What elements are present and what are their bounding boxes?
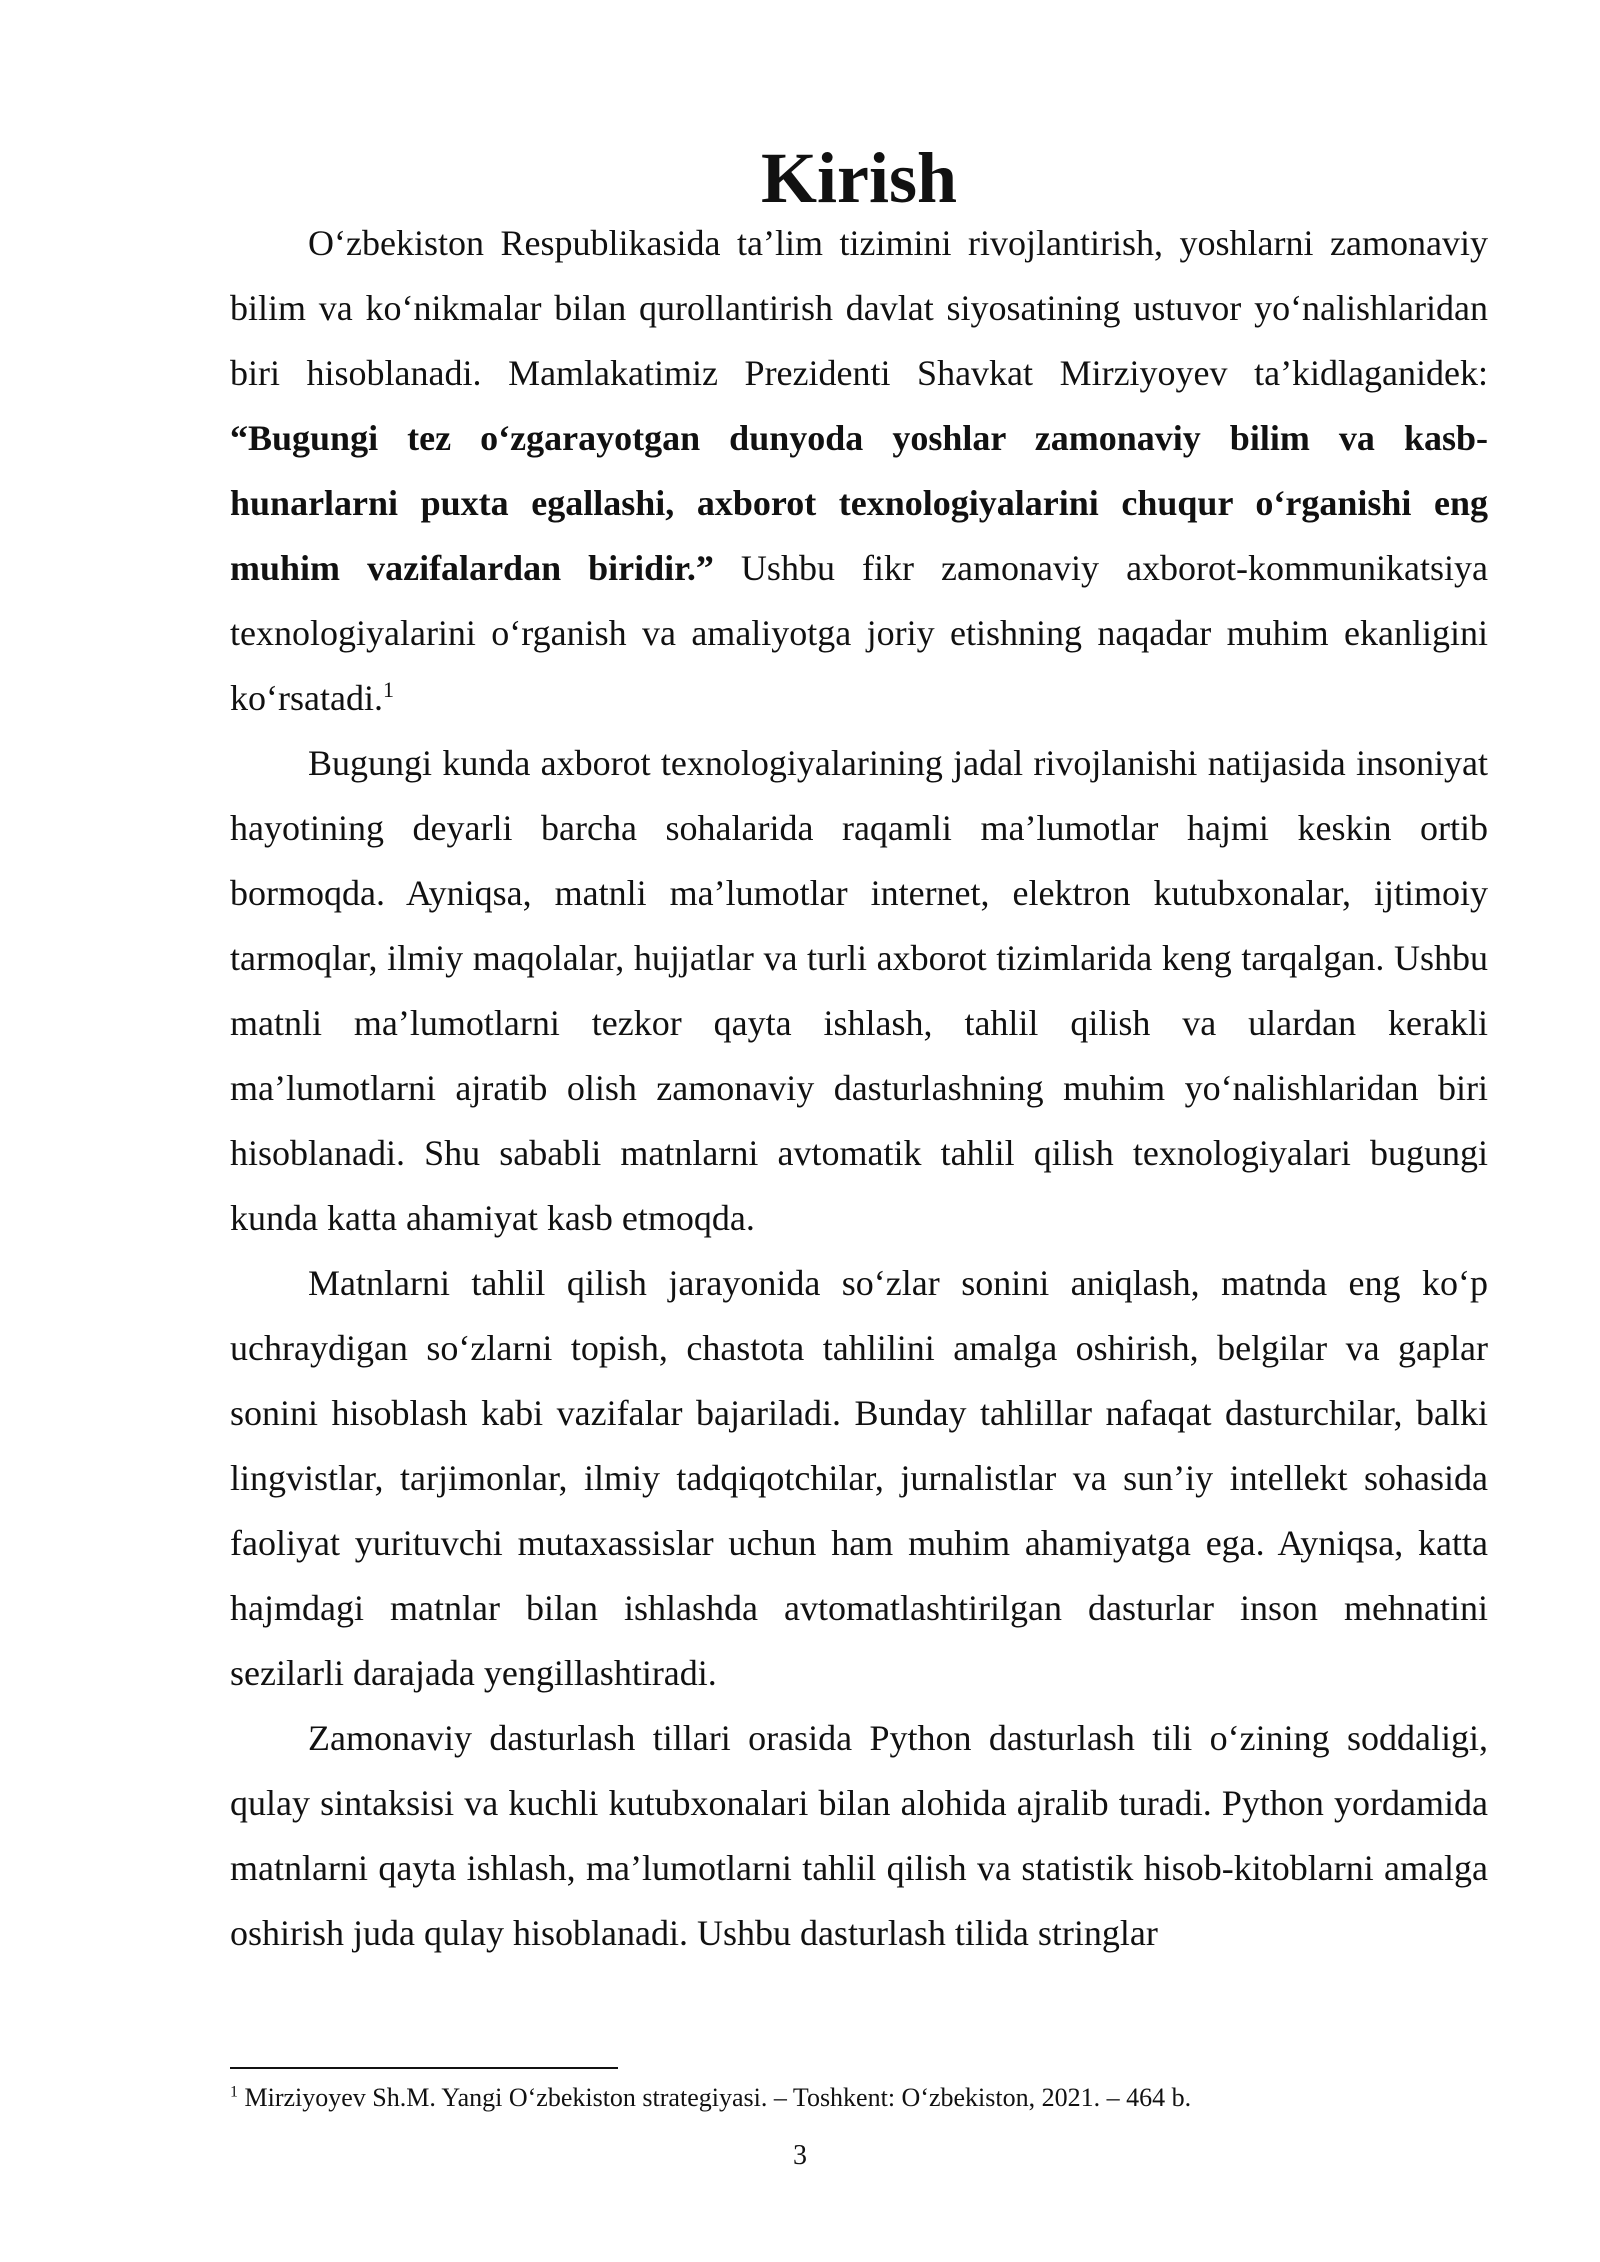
president-quote: “Bugungi tez o‘zgarayotgan dunyoda yoshlar zamonaviy bilim va kasb-hunarlarni puxta egallashi, axborot texnologiyalarini chuqur o‘rganishi eng muhim vazifalardan biridir.” (230, 418, 1488, 588)
page-number: 3 (793, 2140, 807, 2171)
paragraph-python: Zamonaviy dasturlash tillari orasida Python dasturlash tili o‘zining soddaligi, qulay sintaksisi va kuchli kutubxonalari bilan alohida ajralib turadi. Python yordamida matnlarni qayta ishlash, ma’lumotlarni tahlil qilish va statistik hisob-kitoblarni amalga oshirish juda qulay hisoblanadi. Ushbu dasturlash tilida stringlar (230, 1718, 1488, 1953)
paragraph-intro (230, 211, 1488, 731)
paragraph-text-analysis: Matnlarni tahlil qilish jarayonida so‘zlar sonini aniqlash, matnda eng ko‘p uchraydigan so‘zlarni topish, chastota tahlilini amalga oshirish, belgilar va gaplar sonini hisoblash kabi vazifalar bajariladi. Bunday tahlillar nafaqat dasturchilar, balki lingvistlar, tarjimonlar, ilmiy tadqiqotchilar, jurnalistlar va sun’iy intellekt sohasida faoliyat yurituvchi mutaxassislar uchun ham muhim ahamiyatga ega. Ayniqsa, katta hajmdagi matnlar bilan ishlashda avtomatlashtirilgan dasturlar inson mehnatini sezilarli darajada yengillashtiradi. (230, 1263, 1488, 1693)
paragraph-intro-text: O‘zbekiston Respublikasida ta’lim tizimini rivojlantirish, yoshlarni zamonaviy bilim va ko‘nikmalar bilan qurollantirish davlat siyosatining ustuvor yo‘nalishlaridan biri hisoblanadi. Mamlakatimiz Prezidenti Shavkat Mirziyoyev ta’kidlaganidek: (230, 223, 1488, 393)
paragraph-intro-continuation: Ushbu fikr zamonaviy axborot-kommunikatsiya texnologiyalarini o‘rganish va amaliyotga joriy etishning naqadar muhim ekanligini ko‘rsatadi. (230, 548, 1488, 718)
footnote-reference[interactable]: 1 (382, 677, 394, 702)
footnote-marker: 1 (230, 2083, 238, 2101)
footnote-text: Mirziyoyev Sh.M. Yangi O‘zbekiston strategiyasi. – Toshkent: O‘zbekiston, 2021. – 464 b. (238, 2083, 1192, 2112)
main-content (230, 138, 1488, 1966)
footnote (230, 2080, 1488, 2116)
footnote-separator (230, 2067, 618, 2069)
section-title: Kirish (760, 138, 958, 218)
paragraph-digital-data: Bugungi kunda axborot texnologiyalarining jadal rivojlanishi natijasida insoniyat hayotining deyarli barcha sohalarida raqamli ma’lumotlar hajmi keskin ortib bormoqda. Ayniqsa, matnli ma’lumotlar internet, elektron kutubxonalar, ijtimoiy tarmoqlar, ilmiy maqolalar, hujjatlar va turli axborot tizimlarida keng tarqalgan. Ushbu matnli ma’lumotlarni tezkor qayta ishlash, tahlil qilish va ulardan kerakli ma’lumotlarni ajratib olish zamonaviy dasturlashning muhim yo‘nalishlaridan biri hisoblanadi. Shu sababli matnlarni avtomatik tahlil qilish texnologiyalari bugungi kunda katta ahamiyat kasb etmoqda. (230, 743, 1488, 1238)
